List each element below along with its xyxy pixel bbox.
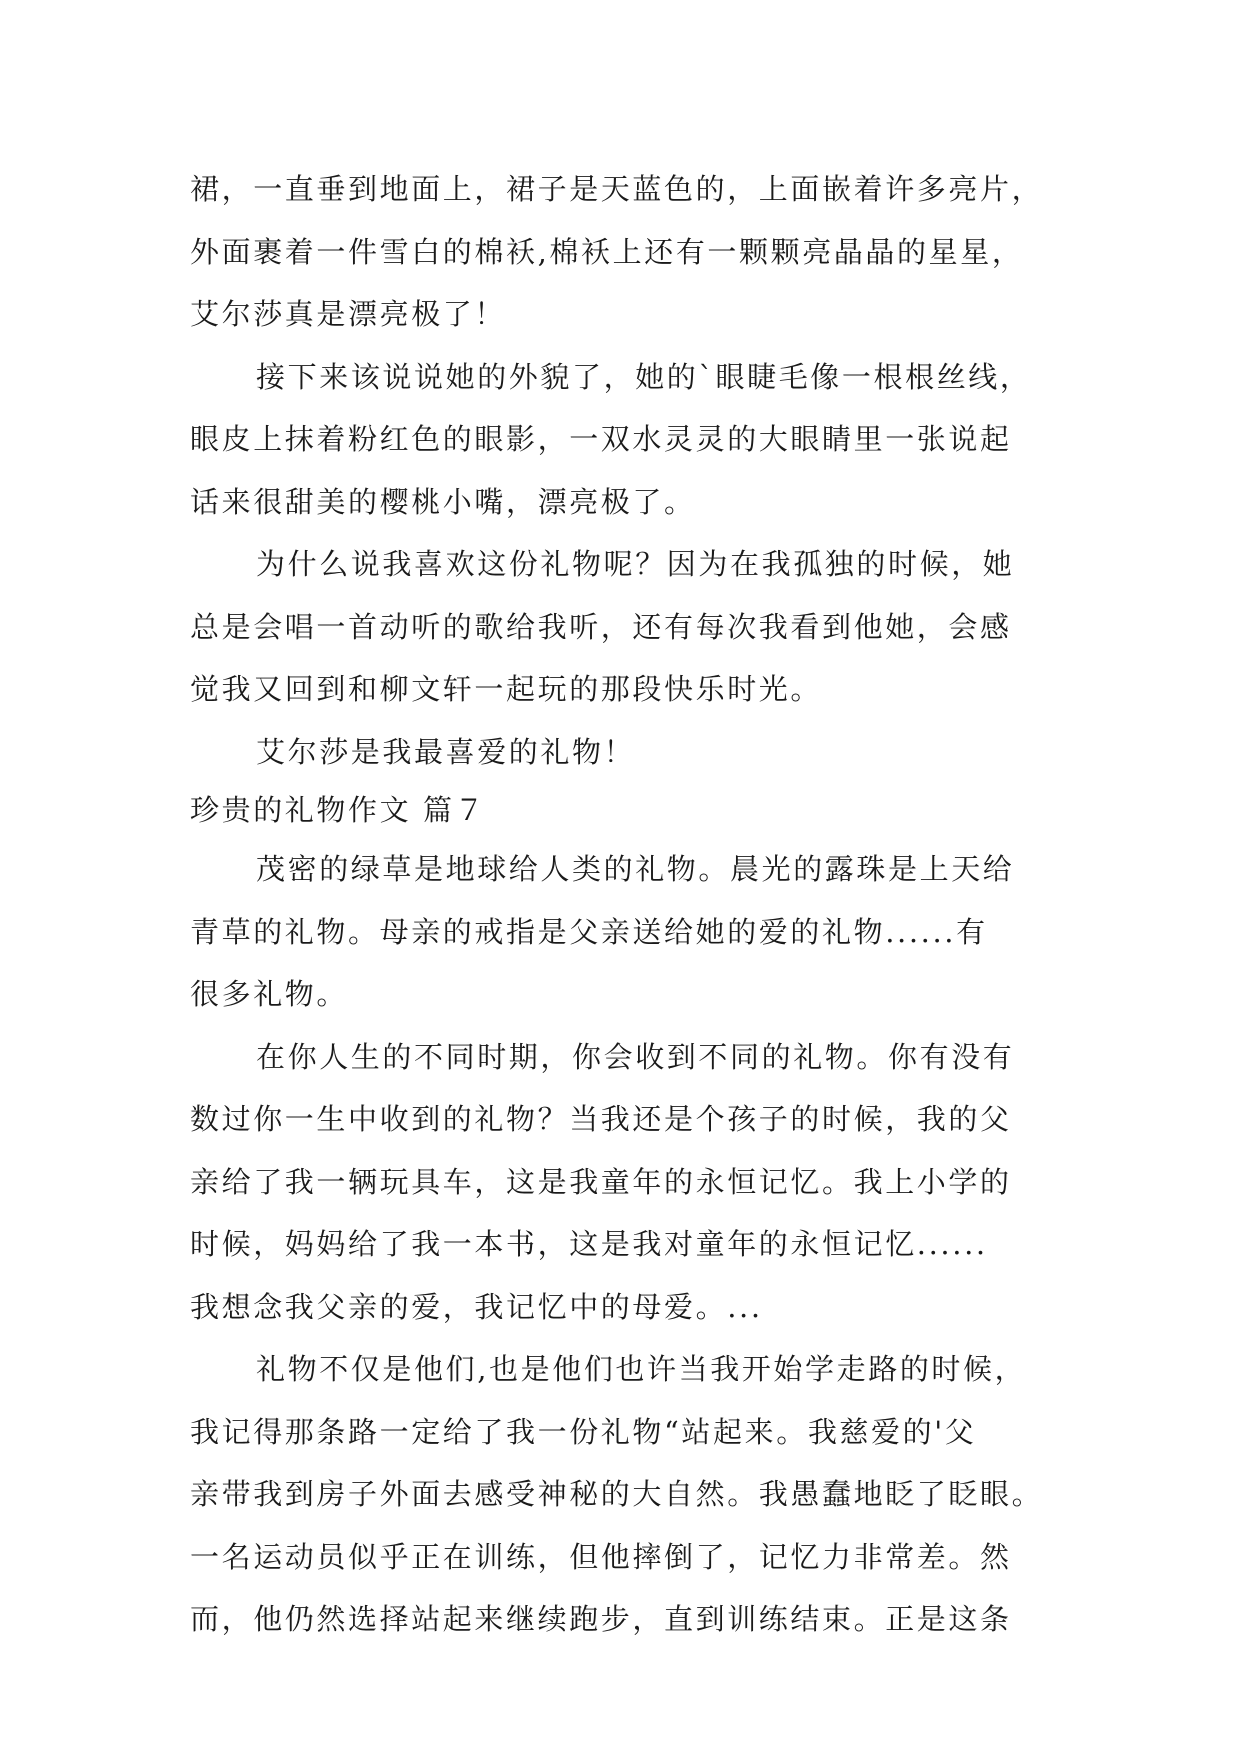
- paragraph-start-line: 接下来该说说她的外貌了，她的`眼睫毛像一根根丝线，: [256, 359, 1032, 394]
- text-line: 一名运动员似乎正在训练，但他摔倒了，记忆力非常差。然: [190, 1539, 1012, 1574]
- text-line: 很多礼物。: [190, 977, 349, 1011]
- text-line: 时候，妈妈给了我一本书，这是我对童年的永恒记忆......: [190, 1227, 988, 1261]
- paragraph-start-line: 艾尔莎是我最喜爱的礼物！: [256, 734, 636, 769]
- text-line: 我记得那条路一定给了我一份礼物“站起来。我慈爱的'父: [190, 1414, 977, 1449]
- text-line: 而，他仍然选择站起来继续跑步，直到训练结束。正是这条: [190, 1602, 1012, 1636]
- text-line: 话来很甜美的樱桃小嘴，漂亮极了。: [190, 484, 696, 519]
- paragraph-start-line: 茂密的绿草是地球给人类的礼物。晨光的露珠是上天给: [256, 852, 1015, 886]
- text-line: 我想念我父亲的爱，我记忆中的母爱。...: [190, 1289, 763, 1324]
- text-line: 眼皮上抹着粉红色的眼影，一双水灵灵的大眼睛里一张说起: [190, 422, 1012, 456]
- text-line: 亲给了我一辆玩具车，这是我童年的永恒记忆。我上小学的: [190, 1164, 1012, 1199]
- paragraph-start-line: 在你人生的不同时期，你会收到不同的礼物。你有没有: [256, 1039, 1015, 1074]
- text-line: 裙，一直垂到地面上，裙子是天蓝色的，上面嵌着许多亮片，: [190, 172, 1044, 206]
- text-line: 外面裹着一件雪白的棉袄,棉袄上还有一颗颗亮晶晶的星星，: [190, 234, 1024, 269]
- paragraph-start-line: 礼物不仅是他们,也是他们也许当我开始学走路的时候，: [256, 1352, 1027, 1386]
- text-line: 数过你一生中收到的礼物？当我还是个孩子的时候，我的父: [190, 1102, 1012, 1136]
- section-heading: 珍贵的礼物作文 篇７: [190, 793, 487, 827]
- text-line: 总是会唱一首动听的歌给我听，还有每次我看到他她，会感: [190, 609, 1012, 644]
- text-line: 青草的礼物。母亲的戒指是父亲送给她的爱的礼物......有: [190, 914, 988, 949]
- paragraph-start-line: 为什么说我喜欢这份礼物呢？因为在我孤独的时候，她: [256, 547, 1015, 581]
- text-line: 觉我又回到和柳文轩一起玩的那段快乐时光。: [190, 672, 823, 706]
- text-line: 艾尔莎真是漂亮极了！: [190, 297, 507, 331]
- document-body: [190, 158, 1090, 1651]
- text-line: 亲带我到房子外面去感受神秘的大自然。我愚蠢地眨了眨眼。: [190, 1477, 1044, 1511]
